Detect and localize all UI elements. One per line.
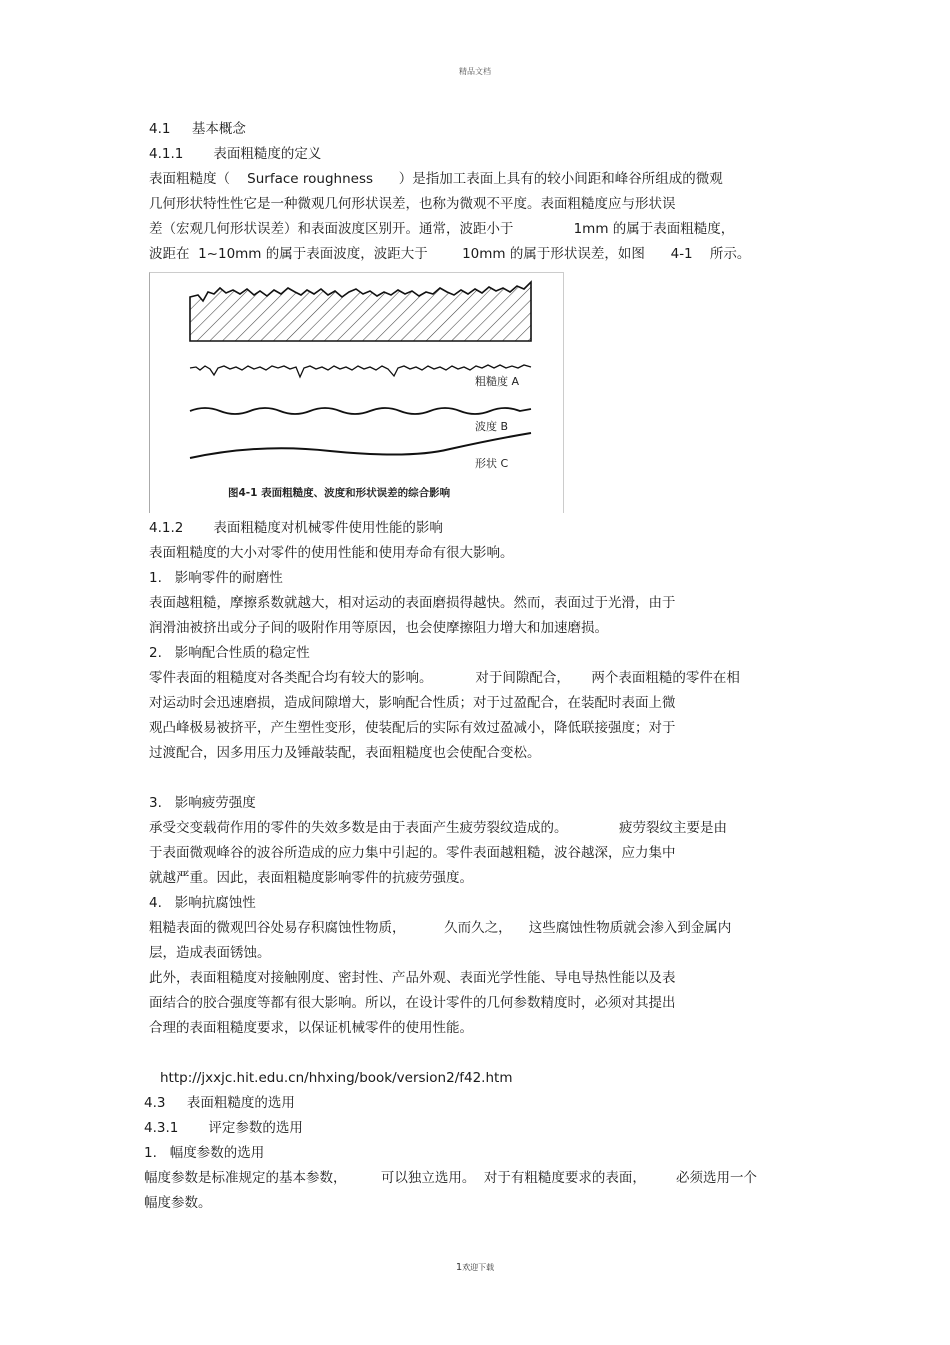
paragraph-line: 承受交变载荷作用的零件的失效多数是由于表面产生疲劳裂纹造成的。 疲劳裂纹主要是由 (149, 820, 727, 836)
paragraph-line: 此外，表面粗糙度对接触刚度、密封性、产品外观、表面光学性能、导电导热性能以及表 (149, 970, 676, 986)
paragraph-line: 差（宏观几何形状误差）和表面波度区别开。通常，波距小于 1mm 的属于表面粗糙度， (149, 221, 735, 237)
list-heading-3: 3. 影响疲劳强度 (149, 795, 256, 811)
list-heading-2: 2. 影响配合性质的稳定性 (149, 645, 310, 661)
paragraph-line: 幅度参数。 (144, 1195, 212, 1211)
list-heading-4: 4. 影响抗腐蚀性 (149, 895, 256, 911)
page-number: 1 (455, 1262, 463, 1273)
paragraph-line: 几何形状特性性它是一种微观几何形状误差，也称为微观不平度。表面粗糙度应与形状误 (149, 196, 676, 212)
page-footer (0, 1262, 950, 1273)
paragraph-line: 波距在 1~10mm 的属于表面波度，波距大于 10mm 的属于形状误差，如图 4-1 所示。 (149, 246, 751, 262)
line-sec-4-3: 4.3 表面粗糙度的选用 (144, 1095, 295, 1111)
line-sec-4-1-1: 4.1.1 表面粗糙度的定义 (149, 146, 322, 162)
label-roughness-a: 粗糙度 A (475, 375, 520, 388)
paragraph-line: 层，造成表面锈蚀。 (149, 945, 271, 961)
paragraph-line: 过渡配合，因多用压力及锤敲装配，表面粗糙度也会使配合变松。 (149, 745, 541, 761)
paragraph-line: 润滑油被挤出或分子间的吸附作用等原因，也会使摩擦阻力增大和加速磨损。 (149, 620, 608, 636)
paragraph-line: 于表面微观峰谷的波谷所造成的应力集中引起的。零件表面越粗糙，波谷越深，应力集中 (149, 845, 676, 861)
figure-caption: 图4-1 表面粗糙度、波度和形状误差的综合影响 (228, 487, 451, 499)
paragraph-line: 观凸峰极易被挤平，产生塑性变形，使装配后的实际有效过盈减小，降低联接强度；对于 (149, 720, 676, 736)
paragraph-line: 面结合的胶合强度等都有很大影响。所以，在设计零件的几何参数精度时，必须对其提出 (149, 995, 676, 1011)
line-sec-4-3-1: 4.3.1 评定参数的选用 (144, 1120, 303, 1136)
paragraph-line: 对运动时会迅速磨损，造成间隙增大，影响配合性质；对于过盈配合，在装配时表面上微 (149, 695, 676, 711)
list-heading-1: 1. 影响零件的耐磨性 (149, 570, 283, 586)
reference-url: http://jxxjc.hit.edu.cn/hhxing/book/version2/f42.htm (160, 1070, 513, 1086)
surface-profile-diagram (150, 273, 563, 513)
paragraph-line: 表面越粗糙，摩擦系数就越大，相对运动的表面磨损得越快。然而，表面过于光滑，由于 (149, 595, 676, 611)
list-heading-amplitude: 1. 幅度参数的选用 (144, 1145, 265, 1161)
paragraph-line: 表面粗糙度（ Surface roughness ）是指加工表面上具有的较小间距和峰谷所组成的微观 (149, 171, 723, 187)
paragraph-line: 粗糙表面的微观凹谷处易存积腐蚀性物质， 久而久之， 这些腐蚀性物质就会渗入到金属内 (149, 920, 732, 936)
line-sec-4-1: 4.1 基本概念 (149, 121, 246, 137)
label-form-c: 形状 C (475, 457, 509, 470)
label-waviness-b: 波度 B (475, 420, 509, 433)
footer-note: 欢迎下载 (462, 1263, 495, 1272)
paragraph-line: 就越严重。因此，表面粗糙度影响零件的抗疲劳强度。 (149, 870, 473, 886)
paragraph-line: 合理的表面粗糙度要求，以保证机械零件的使用性能。 (149, 1020, 473, 1036)
paragraph-line: 幅度参数是标准规定的基本参数， 可以独立选用。 对于有粗糙度要求的表面， 必须选用一个 (144, 1170, 757, 1186)
figure-4-1 (149, 272, 564, 513)
line-sec-4-1-2: 4.1.2 表面粗糙度对机械零件使用性能的影响 (149, 520, 443, 536)
combined-surface-block (190, 282, 531, 341)
form-profile-c (190, 433, 531, 458)
paragraph-line: 零件表面的粗糙度对各类配合均有较大的影响。 对于间隙配合， 两个表面粗糙的零件在相 (149, 670, 740, 686)
page-header: 精品文档 (459, 67, 491, 76)
waviness-profile-b (190, 408, 531, 414)
paragraph-line: 表面粗糙度的大小对零件的使用性能和使用寿命有很大影响。 (149, 545, 514, 561)
